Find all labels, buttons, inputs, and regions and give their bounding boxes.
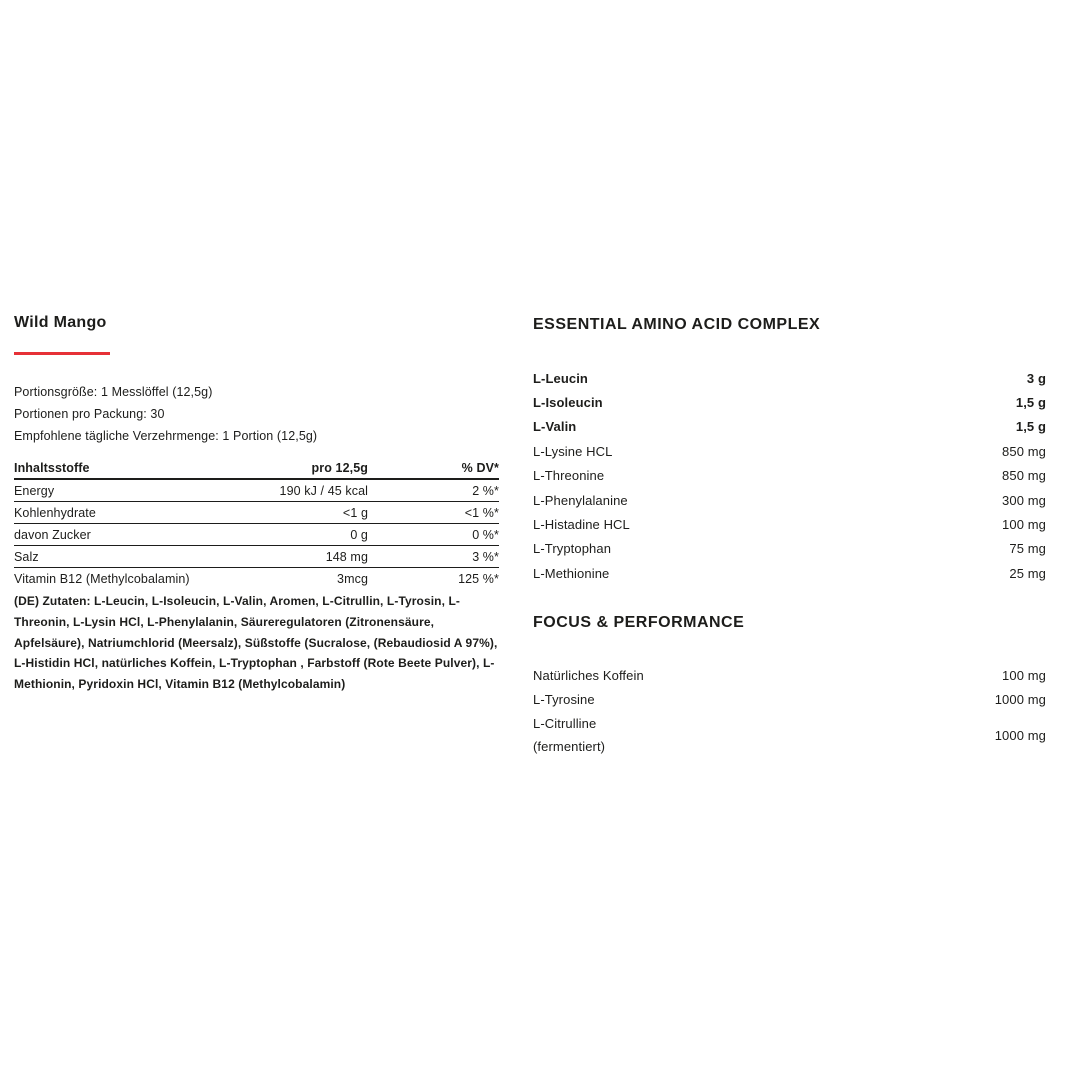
nutrient-amount: 148 mg — [325, 549, 368, 564]
amino-label: L-Leucin — [533, 370, 588, 386]
amino-value: 1,5 g — [1015, 419, 1046, 435]
list-item — [533, 439, 1046, 463]
list-item — [533, 663, 1046, 688]
table-header-row — [14, 457, 499, 480]
col-header-ingredients: Inhaltsstoffe — [14, 460, 90, 475]
nutrient-amount: 0 g — [350, 527, 368, 542]
amino-label: L-Methionine — [533, 565, 610, 581]
table-row — [14, 568, 499, 589]
eaa-section-title: ESSENTIAL AMINO ACID COMPLEX — [533, 316, 821, 333]
amino-label: L-Histadine HCL — [533, 517, 630, 533]
focus-section-title: FOCUS & PERFORMANCE — [533, 614, 745, 631]
amino-value: 1,5 g — [1015, 395, 1046, 411]
nutrient-label: Vitamin B12 (Methylcobalamin) — [14, 571, 190, 586]
serving-size-line: Portionsgröße: 1 Messlöffel (12,5g) — [14, 385, 213, 399]
ingredient-label — [533, 712, 605, 758]
list-item — [533, 390, 1046, 414]
list-item — [533, 712, 1046, 758]
nutrient-dv: 0 %* — [472, 527, 499, 542]
amino-value: 25 mg — [1009, 565, 1046, 581]
nutrition-table — [14, 457, 499, 589]
focus-list — [533, 663, 1046, 759]
nutrient-amount: 3mcg — [337, 571, 368, 586]
amino-label: L-Tryptophan — [533, 541, 612, 557]
col-header-daily-value: % DV* — [461, 460, 499, 475]
ingredients-text: (DE) Zutaten: L-Leucin, L-Isoleucin, L-Valin, Aromen, L-Citrullin, L-Tyrosin, L-Threonin, L-Lysin HCl, L-Phenylalanin, Säureregulatoren (Zitronensäure, Apfelsäure), Natriumchlorid (Meersalz), Süßstoffe (Sucralose, (Rebaudiosid A 97%), L-Histidin HCl, natürliches Koffein, L-Tryptophan , Farbstoff (Rote Beete Pulver), L-Methionin, Pyridoxin HCl, Vitamin B12 (Methylcobalamin) — [14, 594, 498, 692]
daily-intake-line: Empfohlene tägliche Verzehrmenge: 1 Portion (12,5g) — [14, 429, 318, 443]
table-row — [14, 524, 499, 546]
amino-label: L-Isoleucin — [533, 395, 603, 411]
eaa-list — [533, 366, 1046, 586]
table-row — [14, 546, 499, 568]
list-item — [533, 512, 1046, 536]
nutrient-label: davon Zucker — [14, 527, 91, 542]
list-item — [533, 537, 1046, 561]
list-item — [533, 488, 1046, 512]
amino-value: 100 mg — [1002, 517, 1046, 533]
nutrient-dv: 2 %* — [472, 483, 499, 498]
amino-value: 850 mg — [1002, 468, 1046, 484]
ingredient-label: L-Tyrosine — [533, 692, 595, 708]
amino-value: 75 mg — [1009, 541, 1046, 557]
amino-label: L-Lysine HCL — [533, 443, 613, 459]
list-item — [533, 366, 1046, 390]
table-row — [14, 480, 499, 502]
amino-value: 300 mg — [1002, 492, 1046, 508]
list-item — [533, 464, 1046, 488]
nutrient-label: Kohlenhydrate — [14, 505, 96, 520]
nutrient-label: Salz — [14, 549, 39, 564]
flavor-accent-divider — [14, 352, 110, 355]
servings-per-pack-line: Portionen pro Packung: 30 — [14, 407, 165, 421]
list-item — [533, 688, 1046, 713]
nutrient-dv: 3 %* — [472, 549, 499, 564]
nutrient-label: Energy — [14, 483, 55, 498]
table-row — [14, 502, 499, 524]
amino-value: 850 mg — [1002, 443, 1046, 459]
col-header-per-serving: pro 12,5g — [311, 460, 368, 475]
nutrient-amount: 190 kJ / 45 kcal — [279, 483, 368, 498]
nutrient-dv: 125 %* — [458, 571, 499, 586]
ingredient-label-line2: (fermentiert) — [533, 739, 606, 755]
nutrient-dv: <1 %* — [464, 505, 499, 520]
list-item — [533, 415, 1046, 439]
flavor-title: Wild Mango — [14, 314, 107, 331]
ingredient-value: 1000 mg — [994, 692, 1046, 708]
amino-label: L-Threonine — [533, 468, 605, 484]
ingredient-value: 1000 mg — [994, 727, 1046, 743]
amino-value: 3 g — [1026, 370, 1046, 386]
ingredient-label-line1: L-Citrulline — [533, 716, 597, 732]
ingredient-label: Natürliches Koffein — [533, 667, 644, 683]
amino-label: L-Phenylalanine — [533, 492, 628, 508]
list-item — [533, 561, 1046, 585]
nutrient-amount: <1 g — [342, 505, 368, 520]
serving-info — [14, 381, 317, 447]
ingredient-value: 100 mg — [1002, 667, 1046, 683]
amino-label: L-Valin — [533, 419, 577, 435]
